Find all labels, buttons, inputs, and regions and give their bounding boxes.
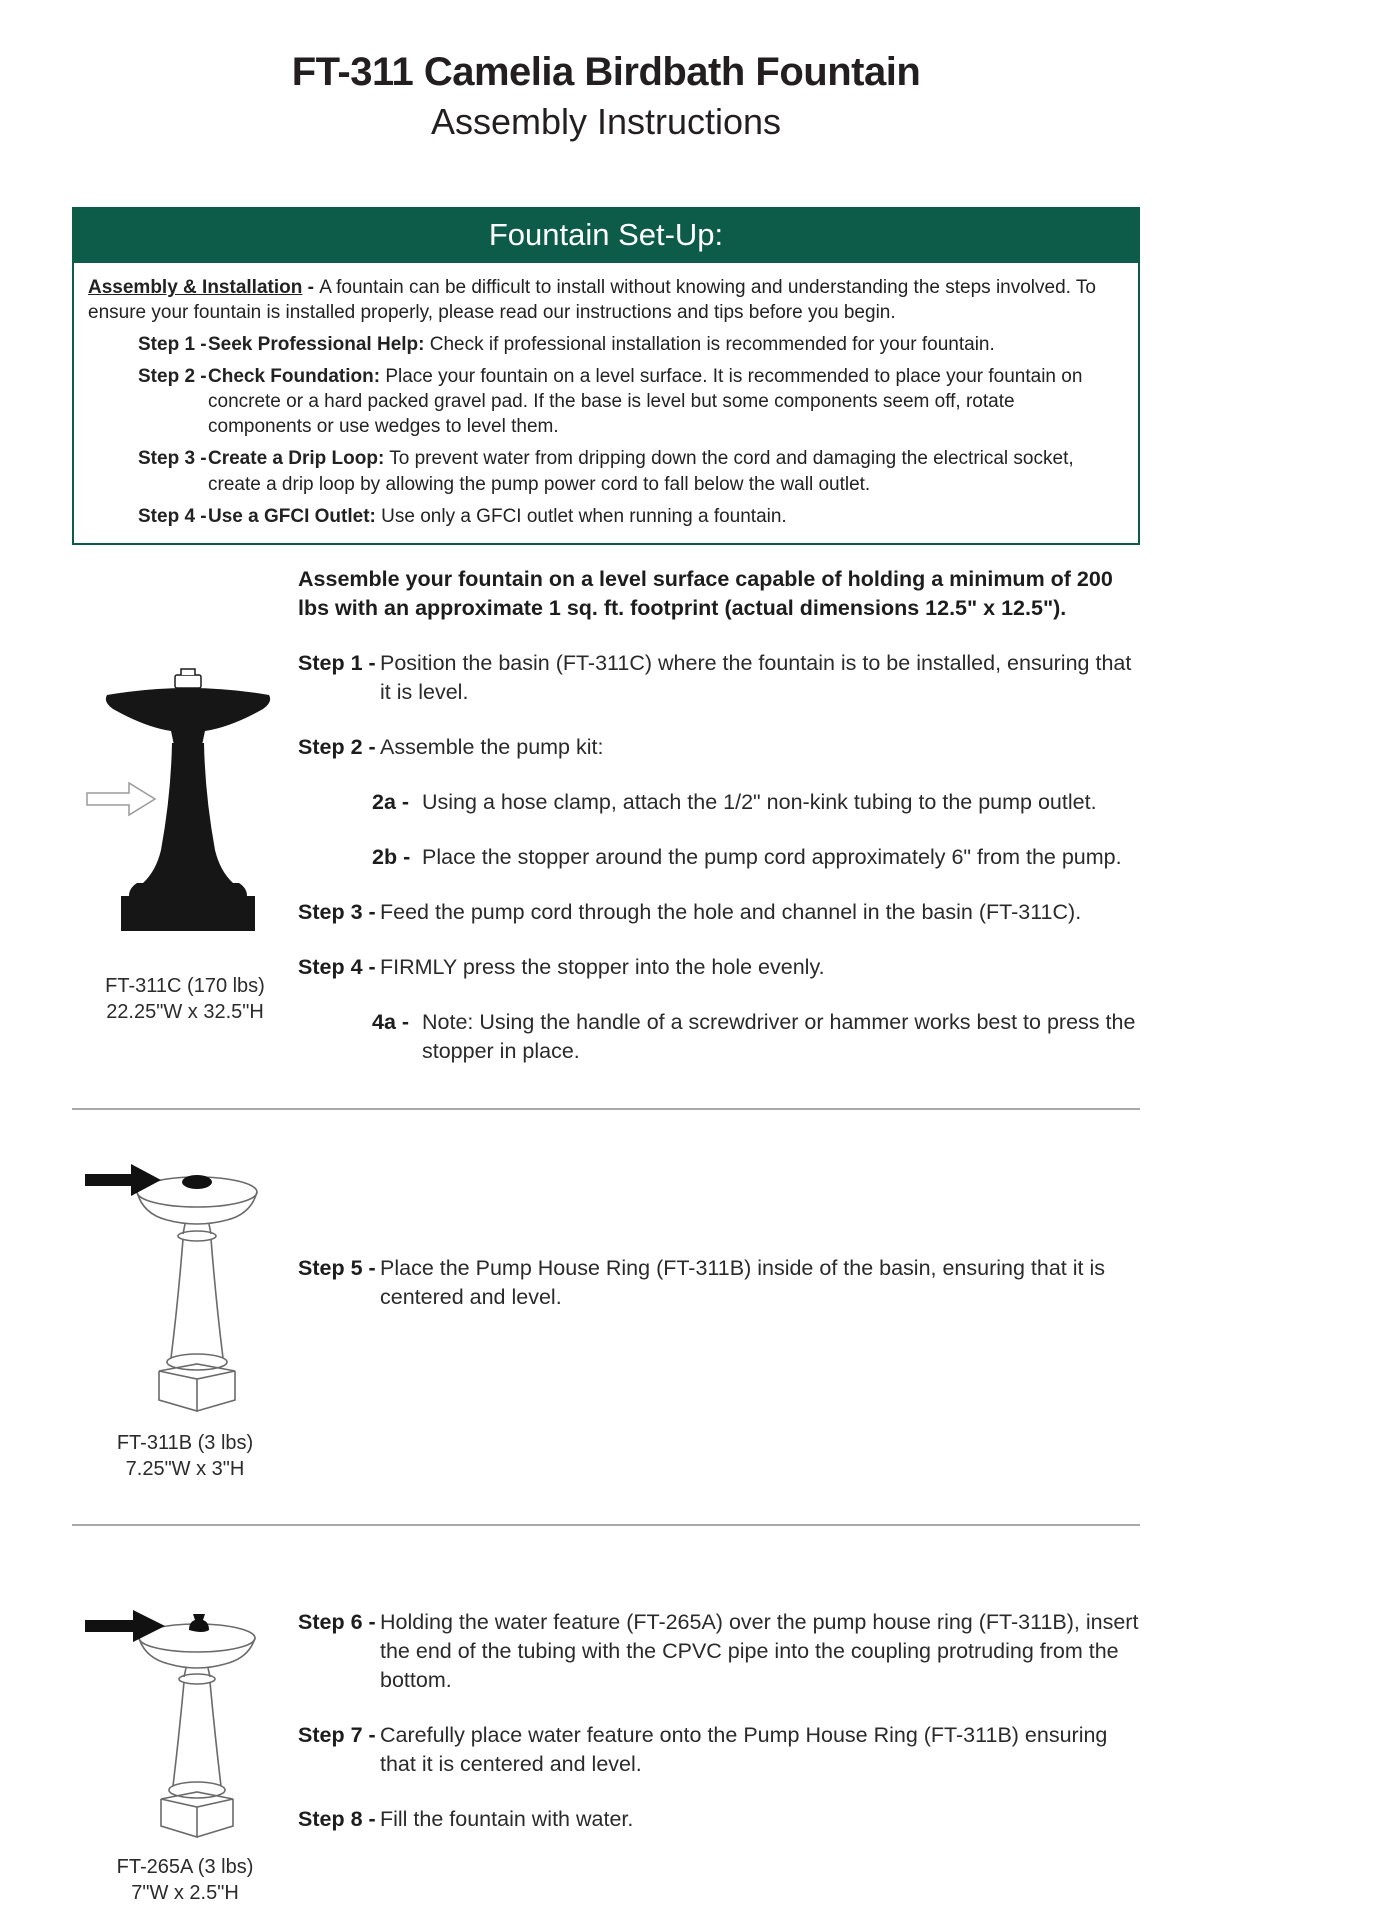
step-number: Step 6 -	[298, 1609, 376, 1634]
feature-caption-model: FT-265A (3 lbs)	[116, 1855, 254, 1878]
step-2a	[298, 788, 1172, 817]
step-number: Step 4 -	[298, 954, 376, 979]
step-2b	[298, 843, 1172, 872]
section-divider	[72, 1524, 1140, 1526]
setup-step-body	[208, 446, 1122, 496]
step-number: 2a -	[372, 789, 410, 814]
setup-step-text: To prevent water from dripping down the cord and damaging the electrical socket, create a drip loop by allowing the pump power cord to fall below the wall outlet.	[208, 448, 1074, 495]
ft-311b-illustration	[85, 1152, 285, 1422]
step-text: Place the stopper around the pump cord approximately 6" from the pump.	[422, 844, 1122, 869]
ft-311c-illustration	[85, 665, 285, 965]
basin-caption-dimensions: 22.25"W x 32.5"H	[106, 1000, 264, 1023]
step-8	[298, 1805, 1172, 1834]
step-6	[298, 1608, 1172, 1695]
setup-step-text: Check if professional installation is recommended for your fountain.	[429, 334, 995, 356]
step-number: Step 8 -	[298, 1806, 376, 1831]
setup-step-number: Step 2 -	[138, 366, 207, 388]
surface-requirement-note: Assemble your fountain on a level surface capable of holding a minimum of 200 lbs with an approximate 1 sq. ft. footprint (actual dimensions 12.5" x 12.5").	[298, 566, 1113, 620]
setup-step-label: Check Foundation:	[208, 366, 381, 388]
step-4a	[298, 1008, 1172, 1066]
fountain-setup-box	[72, 207, 1140, 545]
step-text: Position the basin (FT-311C) where the fountain is to be installed, ensuring that it is level.	[380, 650, 1132, 704]
section-divider	[72, 1108, 1140, 1110]
ring-caption-dimensions: 7.25"W x 3"H	[125, 1457, 245, 1480]
setup-step-label: Create a Drip Loop:	[208, 448, 385, 470]
ring-caption-model: FT-311B (3 lbs)	[116, 1431, 254, 1454]
water-feature-finial	[189, 1614, 209, 1632]
step-text: Using a hose clamp, attach the 1/2" non-kink tubing to the pump outlet.	[422, 789, 1097, 814]
pump-house-ring-piece	[182, 1175, 212, 1189]
section-pump-house-ring	[72, 1136, 1172, 1482]
step-text: Place the Pump House Ring (FT-311B) inside of the basin, ensuring that it is centered and level.	[380, 1255, 1106, 1309]
feature-instructions	[298, 1552, 1172, 1906]
setup-box-body	[74, 263, 1138, 543]
step-text: Note: Using the handle of a screwdriver or hammer works best to press the stopper in place.	[422, 1009, 1136, 1063]
setup-step-1	[88, 332, 1122, 357]
basin-caption	[105, 973, 265, 1025]
pointer-arrow-icon	[85, 1164, 161, 1196]
step-5	[298, 1254, 1172, 1312]
step-4	[298, 953, 1172, 982]
setup-step-body	[208, 504, 1122, 529]
step-number: Step 1 -	[298, 650, 376, 675]
setup-step-number: Step 4 -	[138, 505, 207, 527]
setup-step-body	[208, 364, 1122, 439]
step-number: Step 7 -	[298, 1722, 376, 1747]
basin-instructions	[298, 565, 1172, 1066]
step-number: 4a -	[372, 1009, 410, 1034]
step-number: 2b -	[372, 844, 411, 869]
basin-figure	[72, 565, 298, 1066]
setup-box-heading: Fountain Set-Up:	[74, 209, 1138, 263]
basin-caption-model: FT-311C (170 lbs)	[105, 974, 265, 997]
step-text: FIRMLY press the stopper into the hole evenly.	[380, 954, 825, 979]
feature-figure	[72, 1552, 298, 1906]
step-text: Fill the fountain with water.	[380, 1806, 634, 1831]
ring-caption	[117, 1430, 253, 1482]
setup-step-number: Step 1 -	[138, 334, 207, 356]
step-number: Step 3 -	[298, 899, 376, 924]
pointer-arrow-icon	[87, 783, 155, 815]
setup-step-4	[88, 504, 1122, 529]
setup-step-body	[208, 332, 1122, 357]
setup-step-text: Place your fountain on a level surface. It is recommended to place your fountain on concrete or a hard packed gravel pad. If the base is level but some components seem off, rotate components or use wedges to level them.	[208, 366, 1083, 438]
assembly-installation-label: Assembly & Installation	[88, 277, 303, 298]
step-number: Step 2 -	[298, 734, 376, 759]
step-text: Holding the water feature (FT-265A) over the pump house ring (FT-311B), insert the end of the tubing with the CPVC pipe into the coupling protruding from the bottom.	[380, 1609, 1139, 1692]
assembly-installation-text: A fountain can be difficult to install without knowing and understanding the steps involved. To ensure your fountain is installed properly, please read our instructions and tips before you begin.	[88, 277, 1096, 324]
setup-step-3	[88, 446, 1122, 496]
ring-figure	[72, 1136, 298, 1482]
basin-bowl	[106, 688, 270, 745]
setup-step-number: Step 3 -	[138, 448, 207, 470]
step-7	[298, 1721, 1172, 1779]
step-2	[298, 733, 1172, 762]
ft-265a-illustration	[85, 1596, 285, 1846]
assembly-installation-paragraph	[88, 275, 1122, 325]
pump-icon	[175, 669, 201, 688]
step-text: Assemble the pump kit:	[380, 734, 604, 759]
feature-caption-dimensions: 7"W x 2.5"H	[131, 1881, 239, 1904]
step-1	[298, 649, 1172, 707]
intro-separator: -	[302, 277, 320, 298]
pointer-arrow-icon	[85, 1610, 165, 1642]
feature-caption	[117, 1854, 254, 1906]
setup-step-text: Use only a GFCI outlet when running a fountain.	[381, 505, 787, 527]
section-basin	[72, 565, 1172, 1066]
page-title: FT-311 Camelia Birdbath Fountain	[291, 50, 921, 94]
page-subtitle: Assembly Instructions	[430, 101, 782, 142]
step-text: Carefully place water feature onto the Pump House Ring (FT-311B) ensuring that it is centered and level.	[380, 1722, 1108, 1776]
step-3	[298, 898, 1172, 927]
basin-base	[121, 883, 255, 931]
setup-step-2	[88, 364, 1122, 439]
section-water-feature	[72, 1552, 1172, 1906]
basin-pedestal	[143, 743, 233, 883]
step-text: Feed the pump cord through the hole and channel in the basin (FT-311C).	[380, 899, 1082, 924]
setup-step-label: Seek Professional Help:	[208, 334, 425, 356]
ring-instructions	[298, 1136, 1172, 1482]
step-number: Step 5 -	[298, 1255, 376, 1280]
setup-step-label: Use a GFCI Outlet:	[208, 505, 376, 527]
document-header	[72, 50, 1140, 143]
